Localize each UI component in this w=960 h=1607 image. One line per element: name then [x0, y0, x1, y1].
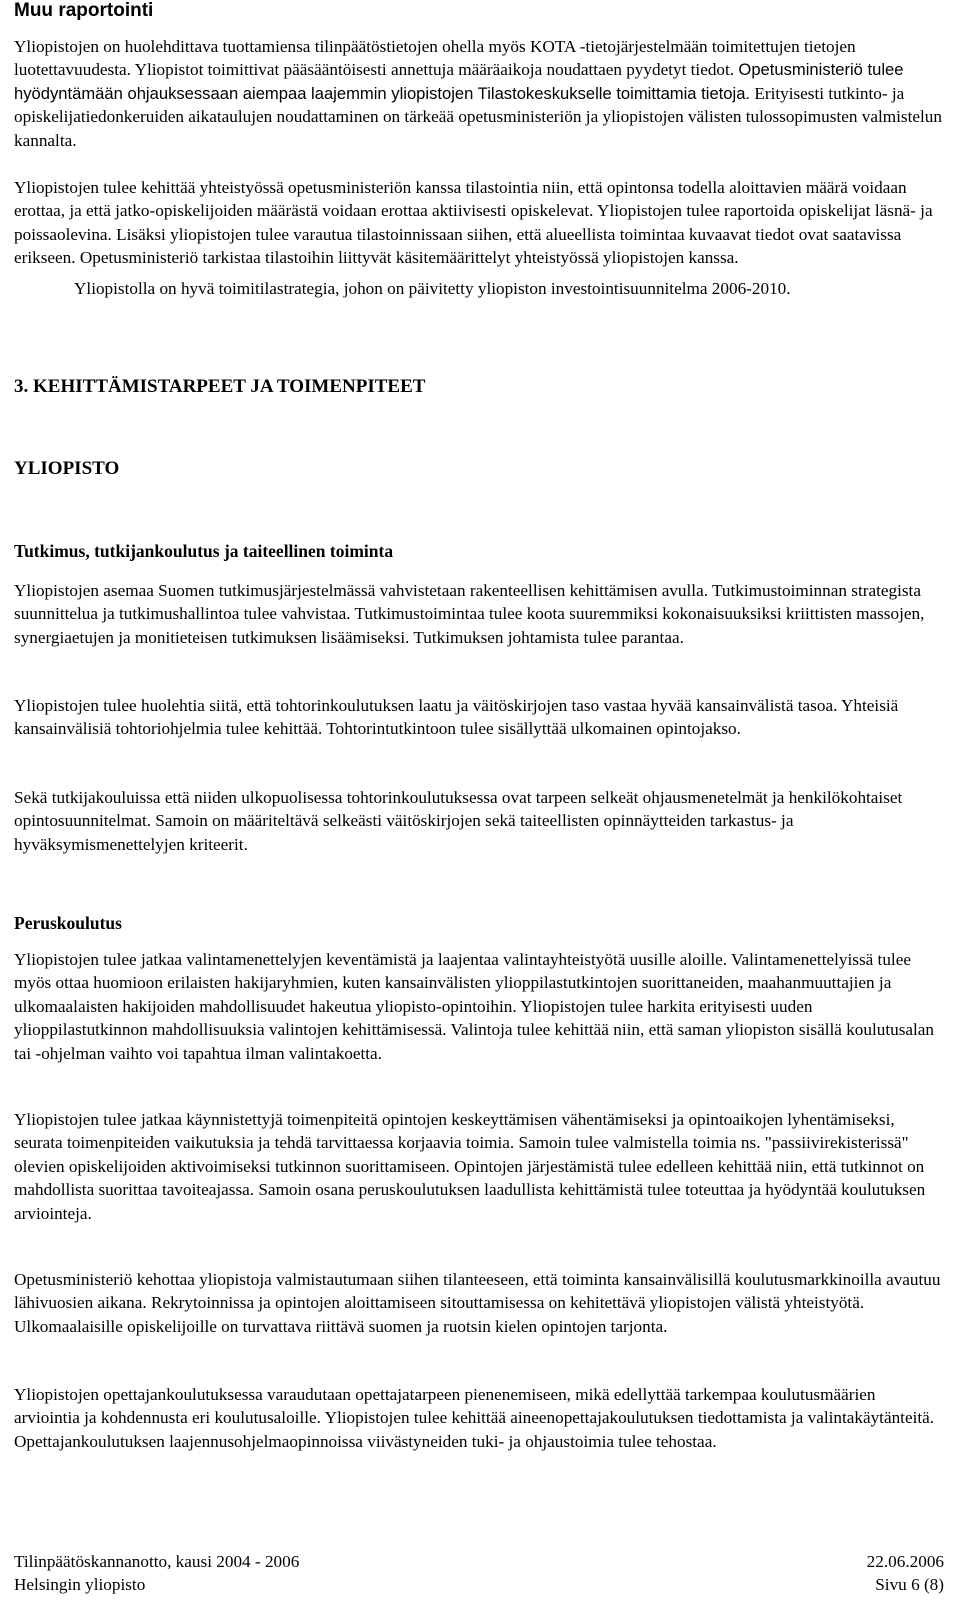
- paragraph-schedule-text: Erityisesti tutkinto- ja opiskelijatiedonkeruiden aikataulujen noudattaminen on tärkeää opetusministeriön ja yliopistojen välisten tulossopimusten valmistelun kannalta.: [14, 83, 942, 150]
- heading-university: YLIOPISTO: [14, 458, 120, 479]
- footer-row-1: [14, 1550, 944, 1573]
- footer-date: 22.06.2006: [866, 1552, 944, 1571]
- paragraph-facilities: Yliopistolla on hyvä toimitilastrategia, johon on päivitetty yliopiston investointisuunnitelma 2006-2010.: [74, 278, 791, 298]
- page-footer: [14, 1550, 944, 1596]
- footer-page-number: Sivu 6 (8): [875, 1575, 944, 1594]
- paragraph-research-2: Yliopistojen tulee huolehtia siitä, että tohtorinkoulutuksen laatu ja väitöskirjojen taso vastaa hyvää kansainvälistä tasoa. Yhteisiä kansainvälisiä tohtoriohjelmia tulee kehittää. Tohtorintutkintoon tulee sisällyttää ulkomainen opintojakso.: [14, 696, 899, 739]
- document-page: [14, 0, 944, 1594]
- paragraph-kota-text: Yliopistojen on huolehdittava tuottamiensa tilinpäätöstietojen ohella myös KOTA -tietojärjestelmään toimitettujen tietojen luotettavuudesta. Yliopistot toimittivat pääsääntöisesti annettuja määräaikoja noudattaen pyydetyt tiedot.: [14, 37, 856, 80]
- paragraph-kota: [14, 35, 944, 152]
- footer-organization: Helsingin yliopisto: [14, 1575, 146, 1594]
- paragraph-basic-4: Yliopistojen opettajankoulutuksessa varaudutaan opettajatarpeen pienenemiseen, mikä edellyttää tarkempaa koulutusmäärien arviointia ja kohdennusta eri koulutusaloille. Yliopistojen tulee kehittää aineenopettajakoulutuksen tiedottamista ja valintakäytänteitä. Opettajankoulutuksen laajennusohjelmaopinnoissa viivästyneiden tuki- ja ohjaustoimia tulee tehostaa.: [14, 1385, 935, 1451]
- paragraph-research-3: Sekä tutkijakouluissa että niiden ulkopuolisessa tohtorinkoulutuksessa ovat tarpeen selkeät ohjausmenetelmät ja henkilökohtaiset opintosuunnitelmat. Samoin on määriteltävä selkeästi väitöskirjojen sekä taiteellisten opinnäytteiden tarkastus- ja hyväksymismenettelyjen kriteerit.: [14, 788, 903, 854]
- paragraph-statistics: Yliopistojen tulee kehittää yhteistyössä opetusministeriön kanssa tilastointia niin, että opintonsa todella aloittavien määrä voidaan erottaa, ja että jatko-opiskelijoiden määrästä voidaan erottaa aktiivisesti opiskelevat. Yliopistojen tulee raportoida opiskelijat läsnä- ja poissaolevina. Lisäksi yliopistojen tulee varautua tilastoinnissaan siihen, että alueellista toimintaa kuvaavat tiedot ovat saatavissa erikseen. Opetusministeriö tarkistaa tilastoihin liittyvät käsitemäärittelyt yhteistyössä yliopistojen kanssa.: [14, 178, 933, 268]
- footer-row-2: [14, 1573, 944, 1596]
- heading-research: Tutkimus, tutkijankoulutus ja taiteellinen toiminta: [14, 541, 394, 561]
- paragraph-basic-3: Opetusministeriö kehottaa yliopistoja valmistautumaan siihen tilanteeseen, että toiminta kansainvälisillä koulutusmarkkinoilla avautuu lähivuosien aikana. Rekrytoinnissa ja opintojen aloittamiseen sitouttamisessa on kehitettävä yliopistojen välistä yhteistyötä. Ulkomaalaisille opiskelijoille on turvattava riittävä suomen ja ruotsin kielen opintojen tarjonta.: [14, 1270, 941, 1336]
- heading-development-needs: 3. KEHITTÄMISTARPEET JA TOIMENPITEET: [14, 376, 426, 397]
- section-title-muu-raportointi: Muu raportointi: [14, 0, 154, 21]
- paragraph-basic-2: Yliopistojen tulee jatkaa käynnistettyjä toimenpiteitä opintojen keskeyttämisen vähentämiseksi ja opintoaikojen lyhentämiseksi, seurata toimenpiteiden vaikutuksia ja tehdä tarvittaessa korjaavia toimia. Samoin tulee valmistella toimia ns. "passiivirekisterissä" olevien opiskelijoiden aktivoimiseksi tutkinnon suorittamiseen. Opintojen järjestämistä tulee edelleen kehittää niin, että tutkinnot on mahdollista suorittaa tavoiteajassa. Samoin osana peruskoulutuksen laadullista kehittämistä tulee toteuttaa ja hyödyntää koulutuksen arviointeja.: [14, 1110, 926, 1223]
- paragraph-basic-1: Yliopistojen tulee jatkaa valintamenettelyjen keventämistä ja laajentaa valintayhteistyötä uusille aloille. Valintamenettelyissä tulee myös ottaa huomioon erilaisten hakijaryhmien, kuten kansainvälisten ylioppilastutkintojen suorittaneiden, maahanmuuttajien ja ulkomaalaisten hakijoiden mahdollisuudet hakeutua yliopisto-opintoihin. Yliopistojen tulee harkita erityisesti uuden ylioppilastutkinnon mahdollisuuksia valintojen kehittämisessä. Valintoja tulee kehittää niin, että saman yliopiston sisällä koulutusalan tai -ohjelman vaihto voi tapahtua ilman valintakoetta.: [14, 950, 935, 1063]
- paragraph-ministry-text: Opetusministeriö tulee hyödyntämään ohjauksessaan aiempaa laajemmin yliopistojen Tilastokeskukselle toimittamia tietoja.: [14, 60, 904, 103]
- heading-basic-education: Peruskoulutus: [14, 913, 122, 933]
- paragraph-research-1: Yliopistojen asemaa Suomen tutkimusjärjestelmässä vahvistetaan rakenteellisen kehittämisen avulla. Tutkimustoiminnan strategista suunnittelua ja tutkimushallintoa tulee vahvistaa. Tutkimustoimintaa tulee koota suuremmiksi kokonaisuuksiksi kriittisten massojen, synergiaetujen ja monitieteisen tutkimuksen lisäämiseksi. Tutkimuksen johtamista tulee parantaa.: [14, 581, 925, 647]
- footer-document-title: Tilinpäätöskannanotto, kausi 2004 - 2006: [14, 1552, 300, 1571]
